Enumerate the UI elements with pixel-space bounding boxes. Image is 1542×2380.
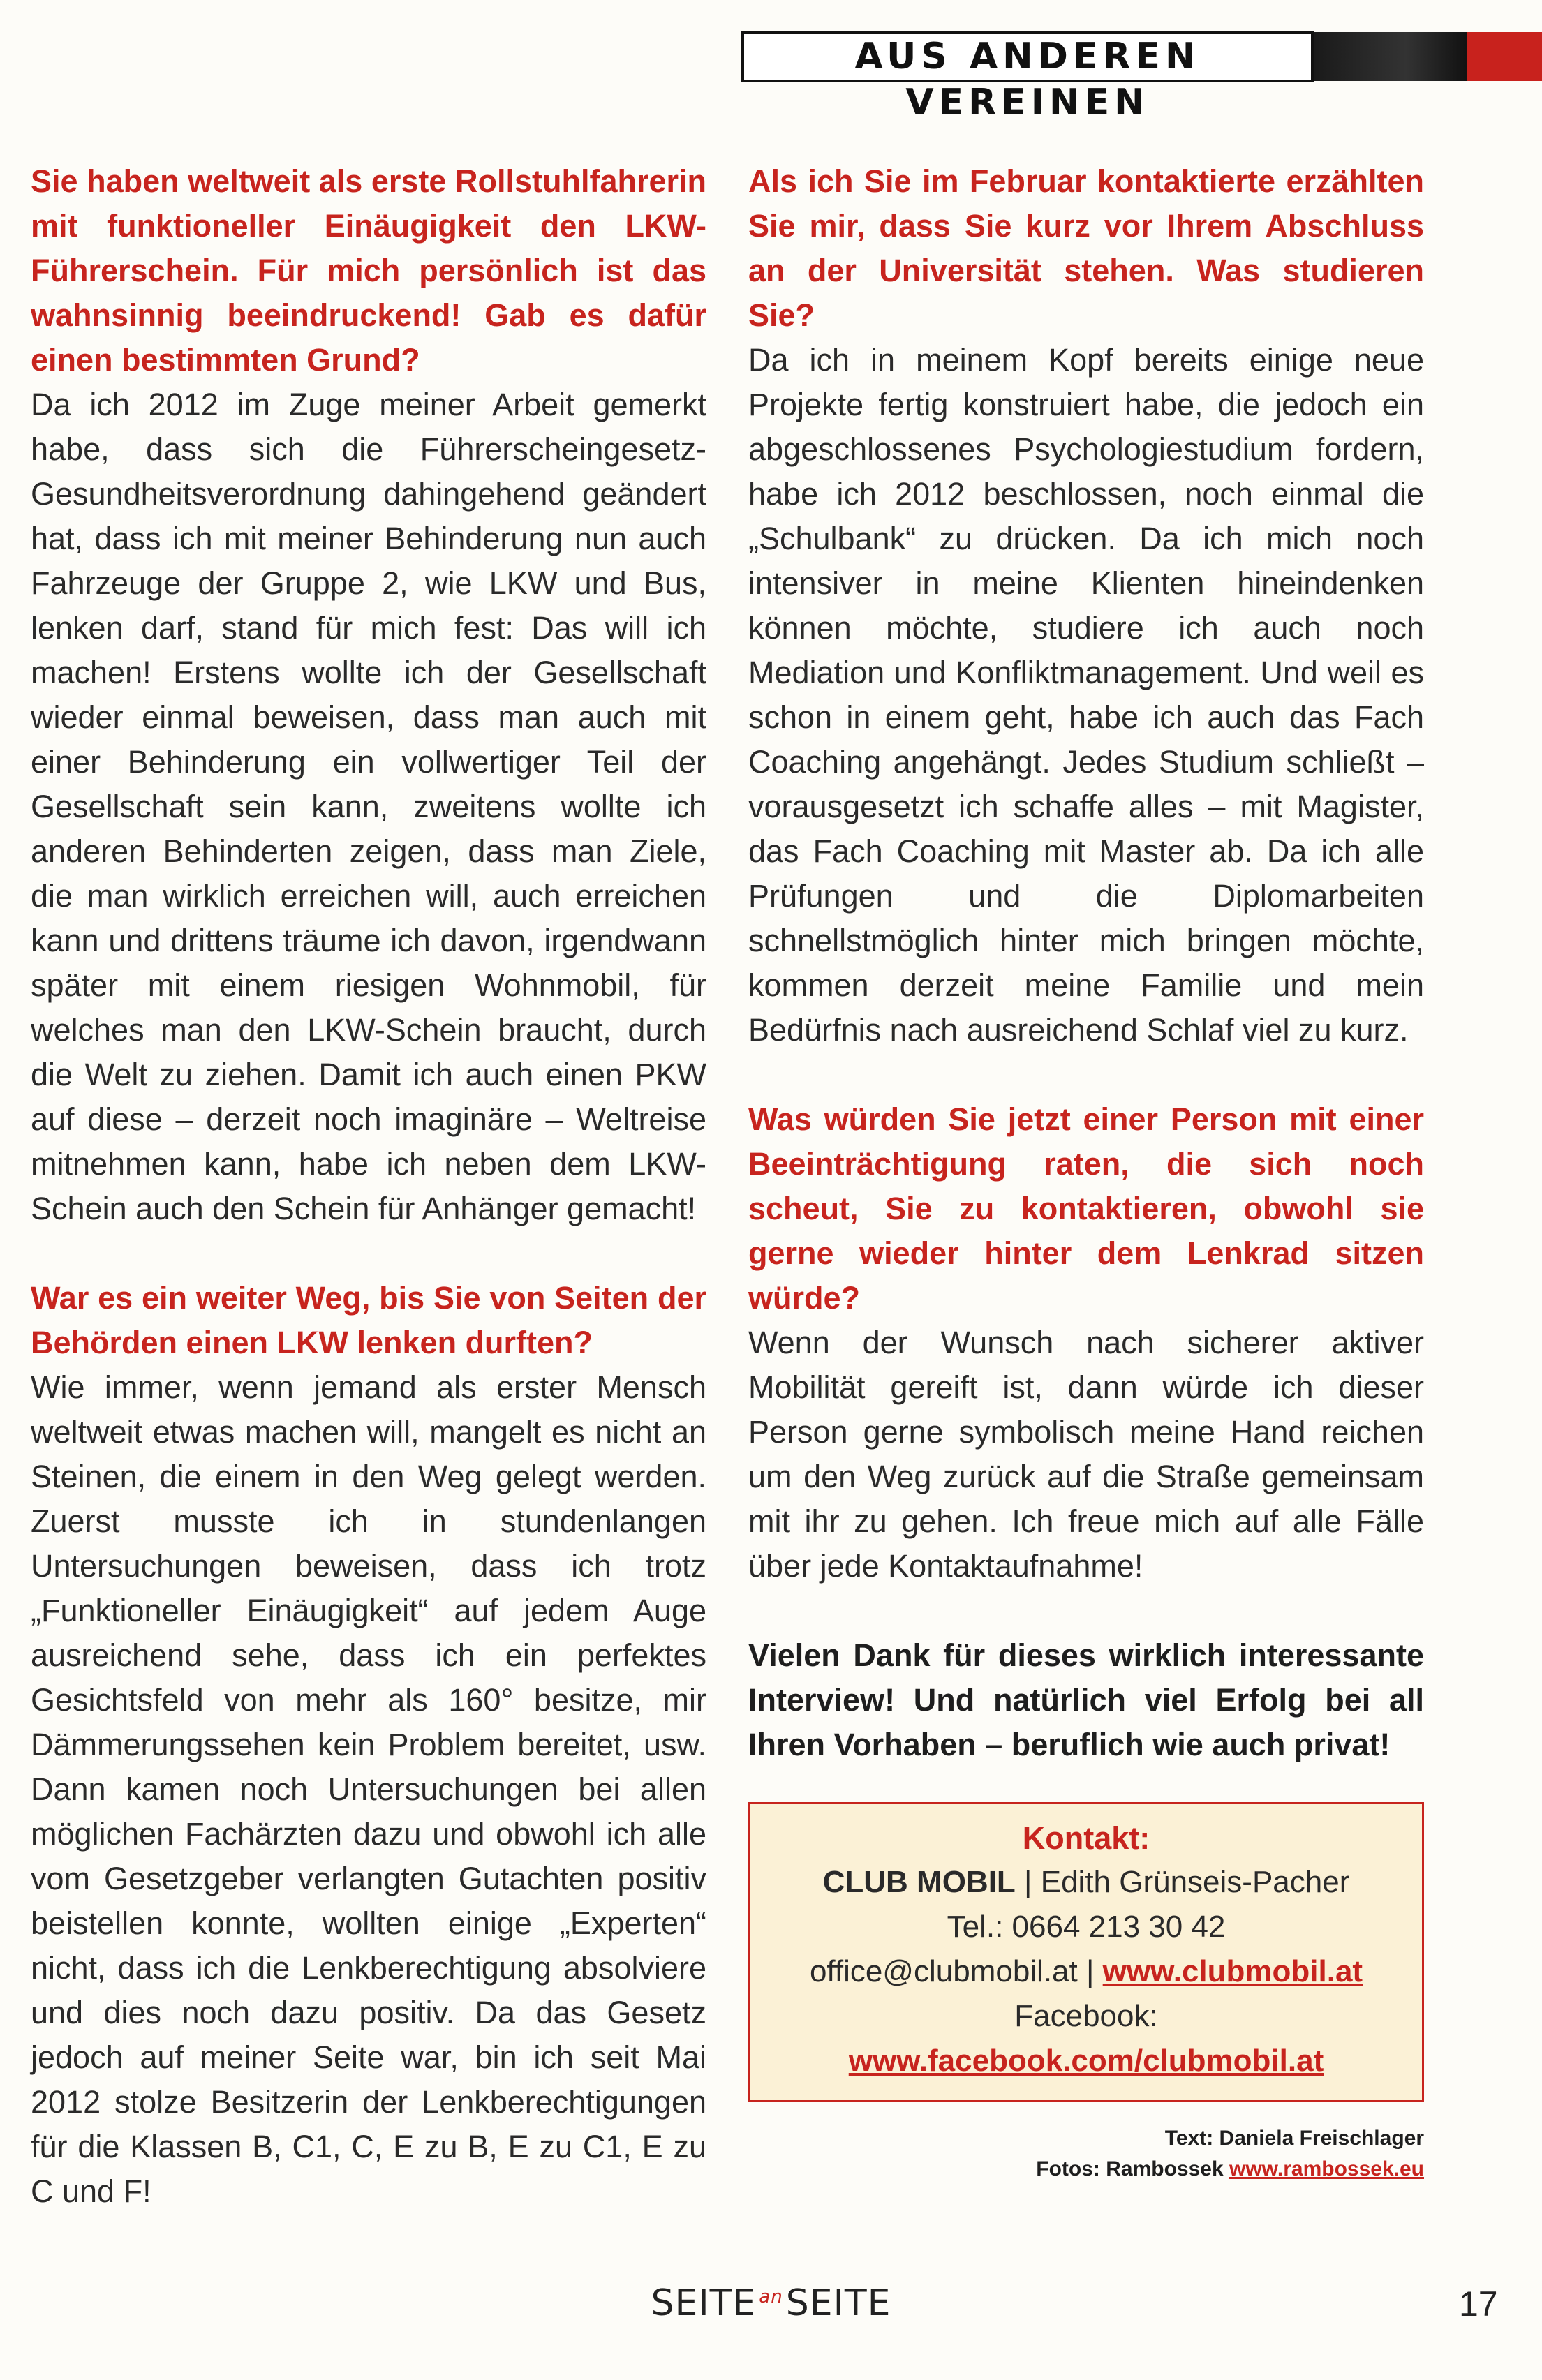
header-red-bar: [1467, 32, 1542, 81]
spacer: [31, 1231, 706, 1276]
section-header: [741, 31, 1542, 124]
brand-right: SEITE: [785, 2282, 891, 2324]
spacer: [748, 1053, 1424, 1097]
brand-left: SEITE: [651, 2282, 757, 2324]
magazine-brand: [0, 2282, 1542, 2324]
contact-facebook-link[interactable]: www.facebook.com/clubmobil.at: [848, 2044, 1324, 2078]
contact-title: Kontakt:: [1022, 1820, 1150, 1856]
answer-1: Da ich 2012 im Zuge meiner Arbeit gemerkt habe, dass sich die Führerscheingesetz-Gesundheitsverordnung dahingehend geändert hat, dass ich mit meiner Behinderung nun auch Fahrzeuge der Gruppe 2, wie LKW und Bus, lenken darf, stand für mich fest: Das will ich machen! Erstens wollte ich der Gesellschaft wieder einmal beweisen, dass man auch mit einer Behinderung ein vollwertiger Teil der Gesellschaft sein kann, zweitens wollte ich anderen Behinderten zeigen, dass man Ziele, die man wirklich erreichen will, auch erreichen kann und drittens träume ich davon, irgendwann später mit einem riesigen Wohnmobil, für welches man den LKW-Schein braucht, durch die Welt zu ziehen. Damit ich auch einen PKW auf diese – derzeit noch imaginäre – Weltreise mitnehmen kann, habe ich neben dem LKW-Schein auch den Schein für Anhänger gemacht!: [31, 387, 706, 1226]
contact-email[interactable]: office@clubmobil.at: [809, 1954, 1078, 1988]
spacer: [748, 1589, 1424, 1633]
question-4: Was würden Sie jetzt einer Person mit einer Beeinträchtigung raten, die sich noch scheut, Sie zu kontaktieren, obwohl sie gerne wieder hinter dem Lenkrad sitzen würde?: [748, 1101, 1424, 1316]
contact-facebook-label: Facebook:: [1014, 1999, 1158, 2033]
contact-person: Edith Grünseis-Pacher: [1040, 1865, 1350, 1899]
contact-box: [748, 1802, 1424, 2102]
contact-facebook-line: [764, 2039, 1408, 2083]
contact-email-line: [764, 1949, 1408, 1994]
contact-org: CLUB MOBIL: [822, 1865, 1016, 1899]
page-number: 17: [1459, 2284, 1498, 2323]
contact-org-line: [764, 1860, 1408, 1905]
credit-fotos: Fotos: Rambossek: [1036, 2157, 1224, 2180]
contact-phone: Tel.: 0664 213 30 42: [947, 1910, 1226, 1944]
credit-fotos-line: [748, 2154, 1424, 2185]
left-column: [31, 159, 706, 2214]
answer-2: Wie immer, wenn jemand als erster Mensch weltweit etwas machen will, mangelt es nicht an Steinen, die einem in den Weg gelegt werden. Zuerst musste ich in stundenlangen Untersuchungen beweisen, dass ich trotz „Funktioneller Einäugigkeit“ auf jedem Auge ausreichend sehe, dass ich ein perfektes Gesichtsfeld von mehr als 160° besitze, mir Dämmerungssehen kein Problem bereitet, usw. Dann kamen noch Untersuchungen bei allen möglichen Fachärzten dazu und obwohl ich alle vom Gesetzgeber verlangten Gutachten positiv beistellen konnte, wollten einige „Experten“ nicht, dass ich die Lenkberechtigung absolviere und dies noch dazu positiv. Da das Gesetz jedoch auf meiner Seite war, bin ich seit Mai 2012 stolze Besitzerin der Lenkberechtigungen für die Klassen B, C1, C, E zu B, E zu C1, E zu C und F!: [31, 1369, 706, 2209]
question-3: Als ich Sie im Februar kontaktierte erzählten Sie mir, dass Sie kurz vor Ihrem Abschluss an der Universität stehen. Was studieren Sie?: [748, 163, 1424, 333]
right-column: [748, 159, 1424, 2185]
contact-website-link[interactable]: www.clubmobil.at: [1102, 1954, 1363, 1988]
contact-separator: |: [1086, 1954, 1095, 1988]
credit-text: Text: Daniela Freischlager: [1164, 2127, 1424, 2150]
brand-mid: an: [759, 2286, 783, 2307]
closing-remark: Vielen Dank für dieses wirklich interessante Interview! Und natürlich viel Erfolg bei all Ihren Vorhaben – beruflich wie auch privat!: [748, 1637, 1424, 1762]
question-1: Sie haben weltweit als erste Rollstuhlfahrerin mit funktioneller Einäugigkeit den LKW-Führerschein. Für mich persönlich ist das wahnsinnig beeindruckend! Gab es dafür einen bestimmten Grund?: [31, 163, 706, 378]
answer-3: Da ich in meinem Kopf bereits einige neue Projekte fertig konstruiert habe, die jedoch ein abgeschlossenes Psychologiestudium fordern, habe ich 2012 beschlossen, noch einmal die „Schulbank“ zu drücken. Da ich mich noch intensiver in meine Klienten hineindenken können möchte, studiere ich auch noch Mediation und Konfliktmanagement. Und weil es schon in einem geht, habe ich auch das Fach Coaching angehängt. Jedes Studium schließt – vorausgesetzt ich schaffe alles – mit Magister, das Fach Coaching mit Master ab. Da ich alle Prüfungen und die Diplomarbeiten schnellstmöglich hinter mich bringen möchte, kommen derzeit meine Familie und mein Bedürfnis nach ausreichend Schlaf viel zu kurz.: [748, 342, 1424, 1048]
credits: [748, 2123, 1424, 2185]
header-dark-bar: [1314, 32, 1467, 81]
section-title: AUS ANDEREN VEREINEN: [741, 31, 1314, 82]
question-2: War es ein weiter Weg, bis Sie von Seiten der Behörden einen LKW lenken durften?: [31, 1280, 706, 1360]
contact-separator: |: [1024, 1865, 1032, 1899]
credit-fotos-link[interactable]: www.rambossek.eu: [1229, 2157, 1424, 2180]
answer-4: Wenn der Wunsch nach sicherer aktiver Mobilität gereift ist, dann würde ich dieser Person gerne symbolisch meine Hand reichen um den Weg zurück auf die Straße gemeinsam mit ihr zu gehen. Ich freue mich auf alle Fälle über jede Kontaktaufnahme!: [748, 1325, 1424, 1584]
